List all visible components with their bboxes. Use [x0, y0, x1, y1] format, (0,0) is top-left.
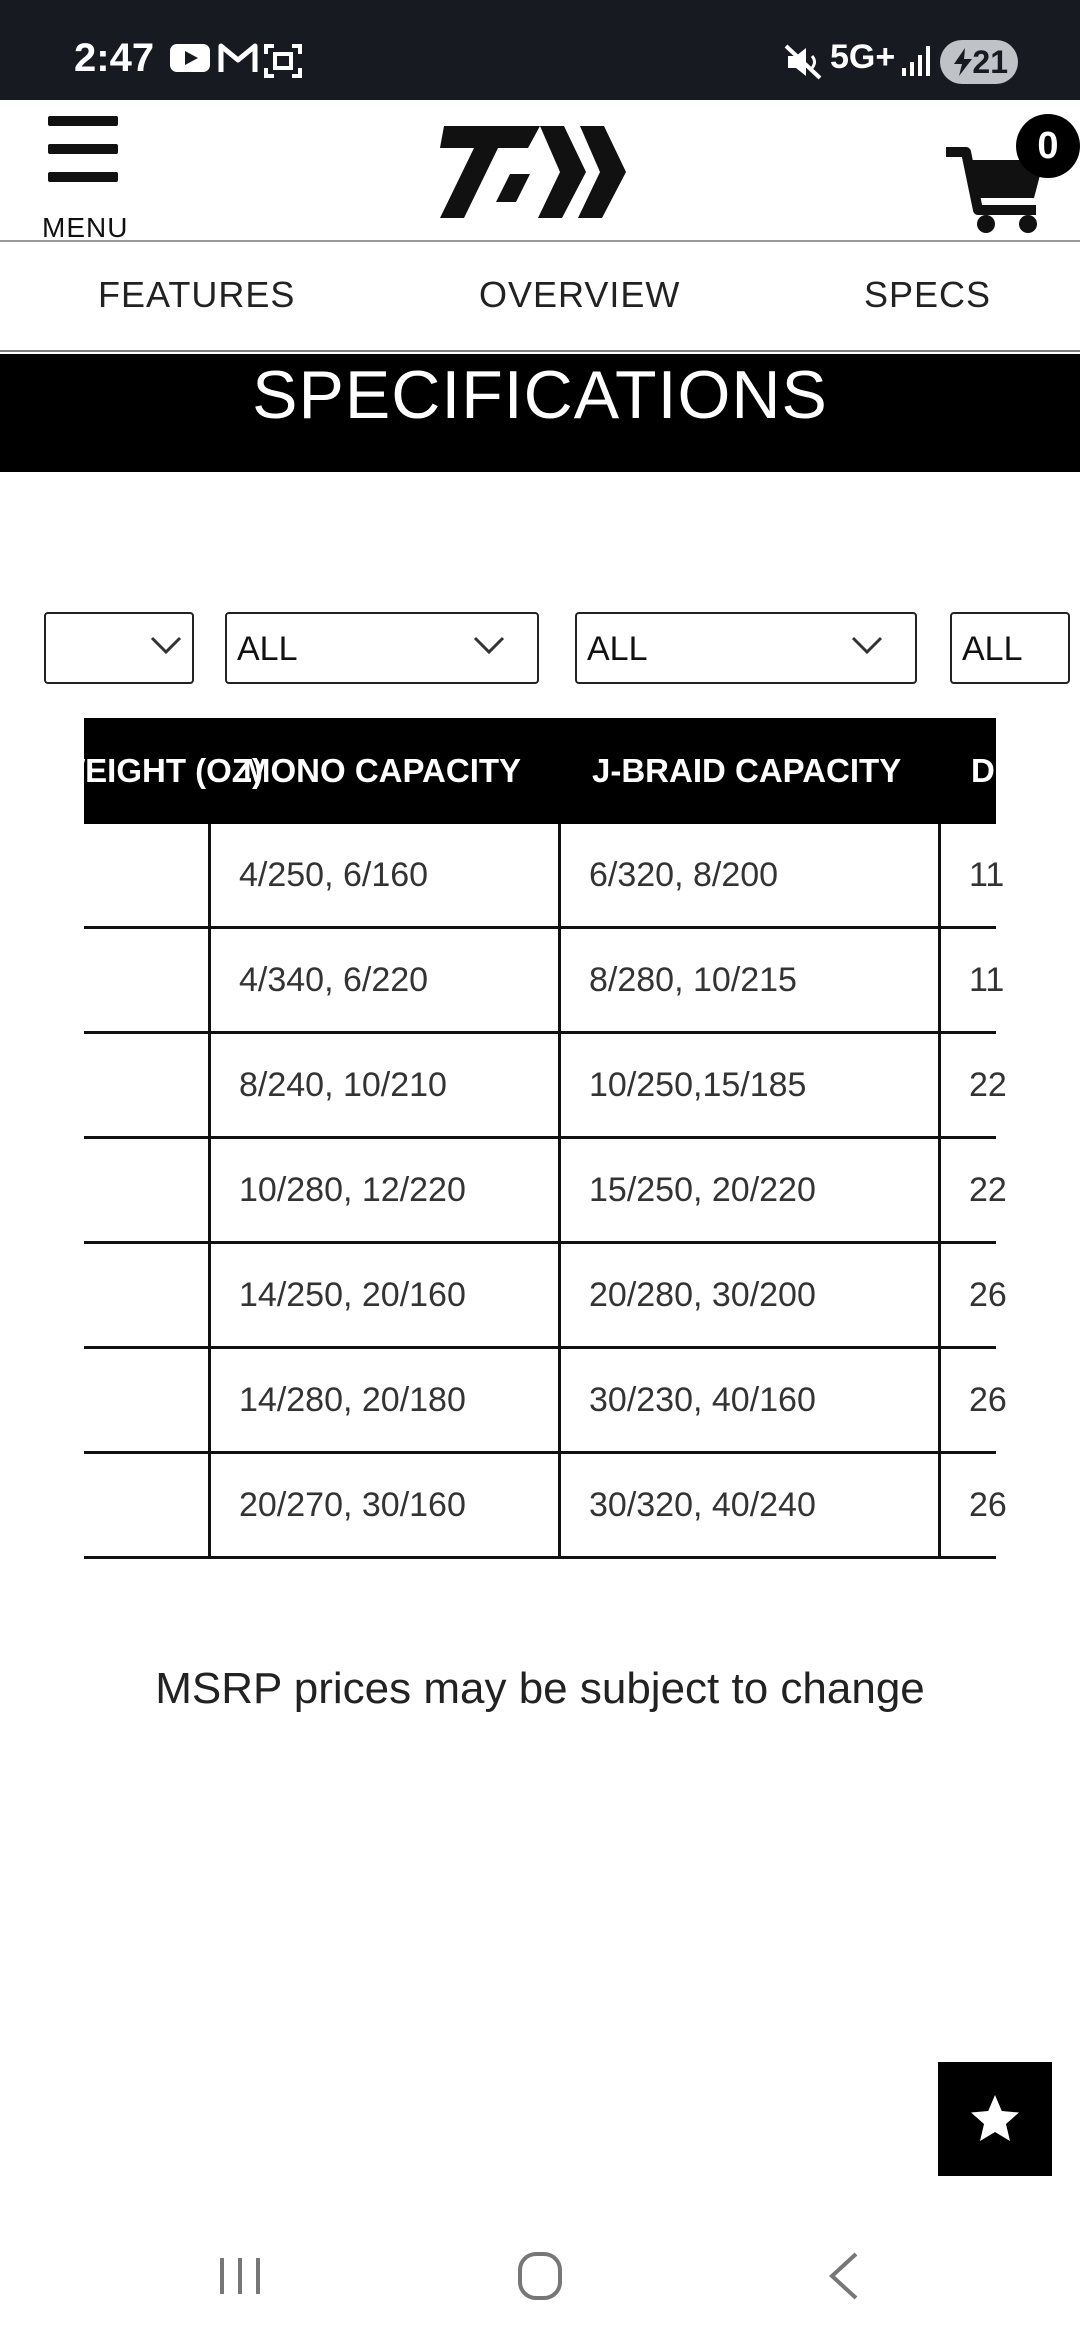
filter-value: ALL	[962, 630, 1023, 668]
table-row	[84, 1139, 1007, 1244]
cell-jbraid-capacity	[558, 1034, 938, 1139]
signal-icon	[902, 46, 934, 76]
table-row	[84, 1244, 1007, 1349]
daiwa-logo[interactable]	[440, 122, 650, 222]
cell-text: 10/250,15/185	[589, 1066, 807, 1104]
charging-icon	[952, 48, 974, 76]
cell-text: 14/250, 20/160	[239, 1276, 466, 1314]
cell-text: 26	[969, 1276, 1007, 1314]
cell-text: 4/250, 6/160	[239, 856, 429, 894]
tab-features[interactable]: FEATURES	[98, 274, 296, 315]
youtube-icon	[170, 44, 210, 72]
cell-next	[938, 929, 1018, 1034]
cell-weight	[84, 1139, 208, 1244]
chevron-down-icon	[150, 636, 182, 656]
column-header-next: D	[971, 752, 995, 789]
menu-button[interactable]	[40, 116, 130, 243]
tab-specs[interactable]: SPECS	[864, 274, 992, 315]
cell-text: 22	[969, 1171, 1007, 1209]
cell-jbraid-capacity	[558, 1244, 938, 1349]
favorites-button[interactable]	[938, 2062, 1052, 2176]
cell-text: 4/340, 6/220	[239, 961, 429, 999]
filter-select-3[interactable]	[575, 612, 917, 684]
cell-jbraid-capacity	[558, 1349, 938, 1454]
cart-button[interactable]	[944, 110, 1080, 240]
cell-mono-capacity	[208, 1349, 558, 1454]
cell-text: 6/320, 8/200	[589, 856, 779, 894]
cell-weight	[84, 1349, 208, 1454]
cell-weight	[84, 1034, 208, 1139]
status-bar	[0, 0, 1080, 100]
star-icon	[968, 2092, 1022, 2146]
site-header	[0, 100, 1080, 242]
column-header-weight: WEIGHT (OZ)	[54, 752, 263, 789]
network-label: 5G+	[830, 38, 896, 76]
section-tabs	[0, 244, 1080, 352]
table-row	[84, 1454, 1007, 1559]
cell-text: 8/280, 10/215	[589, 961, 797, 999]
cell-next	[938, 1349, 1018, 1454]
cell-next	[938, 1139, 1018, 1244]
cart-count-badge: 0	[1016, 114, 1080, 178]
hamburger-icon	[48, 116, 118, 126]
cell-mono-capacity	[208, 824, 558, 929]
cell-text: 10/280, 12/220	[239, 1171, 466, 1209]
hamburger-line	[48, 172, 118, 182]
cell-weight	[84, 1454, 208, 1559]
cell-text: 22	[969, 1066, 1007, 1104]
battery-level: 21	[972, 44, 1008, 80]
cell-jbraid-capacity	[558, 824, 938, 929]
column-header-mono-capacity: MONO CAPACITY	[243, 752, 522, 789]
filter-value: ALL	[237, 630, 298, 668]
cell-text: 11	[969, 856, 1005, 894]
filter-select-2[interactable]	[225, 612, 539, 684]
cell-text: 11	[969, 961, 1005, 999]
recent-apps-icon[interactable]	[200, 2246, 280, 2306]
home-icon[interactable]	[500, 2246, 580, 2306]
gmail-icon	[218, 42, 258, 74]
cell-text: 20/280, 30/200	[589, 1276, 816, 1314]
specs-table	[54, 718, 1007, 1560]
column-header-jbraid-capacity: J-BRAID CAPACITY	[592, 752, 902, 789]
back-icon[interactable]	[804, 2246, 884, 2306]
cell-text: 14/280, 20/180	[239, 1381, 466, 1419]
cell-jbraid-capacity	[558, 1454, 938, 1559]
cell-text: 26	[969, 1486, 1007, 1524]
menu-label: MENU	[42, 212, 129, 243]
filter-value: ALL	[587, 630, 648, 668]
hamburger-line	[48, 144, 118, 154]
cell-text: 26	[969, 1381, 1007, 1419]
cell-next	[938, 1034, 1018, 1139]
battery-indicator	[940, 40, 1018, 84]
cell-text: 20/270, 30/160	[239, 1486, 466, 1524]
screenshot-icon	[264, 44, 302, 78]
spec-filters	[84, 612, 1023, 686]
table-header	[54, 718, 996, 824]
cell-text: 30/320, 40/240	[589, 1486, 816, 1524]
msrp-note: MSRP prices may be subject to change	[155, 1664, 925, 1713]
cell-weight	[84, 824, 208, 929]
cell-next	[938, 1454, 1018, 1559]
chevron-down-icon	[473, 636, 505, 656]
filter-select-1[interactable]	[44, 612, 194, 684]
tab-overview[interactable]: OVERVIEW	[479, 274, 681, 315]
status-time: 2:47	[74, 36, 155, 80]
cell-weight	[84, 1244, 208, 1349]
table-row	[84, 929, 1005, 1034]
cell-weight	[84, 929, 208, 1034]
cell-mono-capacity	[208, 1139, 558, 1244]
cell-text: 30/230, 40/160	[589, 1381, 816, 1419]
table-row	[84, 824, 1005, 929]
cell-mono-capacity	[208, 929, 558, 1034]
specifications-title: SPECIFICATIONS	[252, 357, 828, 433]
system-nav-bar	[0, 2210, 1080, 2340]
cell-mono-capacity	[208, 1034, 558, 1139]
cell-jbraid-capacity	[558, 1139, 938, 1244]
cell-text: 15/250, 20/220	[589, 1171, 816, 1209]
cell-jbraid-capacity	[558, 929, 938, 1034]
cell-mono-capacity	[208, 1244, 558, 1349]
mute-icon	[784, 44, 824, 80]
cell-mono-capacity	[208, 1454, 558, 1559]
chevron-down-icon	[851, 636, 883, 656]
cell-text: 8/240, 10/210	[239, 1066, 447, 1104]
cell-next	[938, 824, 1018, 929]
table-row	[84, 1034, 1007, 1139]
table-row	[84, 1349, 1007, 1454]
cell-next	[938, 1244, 1018, 1349]
specifications-banner	[0, 354, 1080, 472]
filter-select-4[interactable]	[950, 612, 1070, 684]
